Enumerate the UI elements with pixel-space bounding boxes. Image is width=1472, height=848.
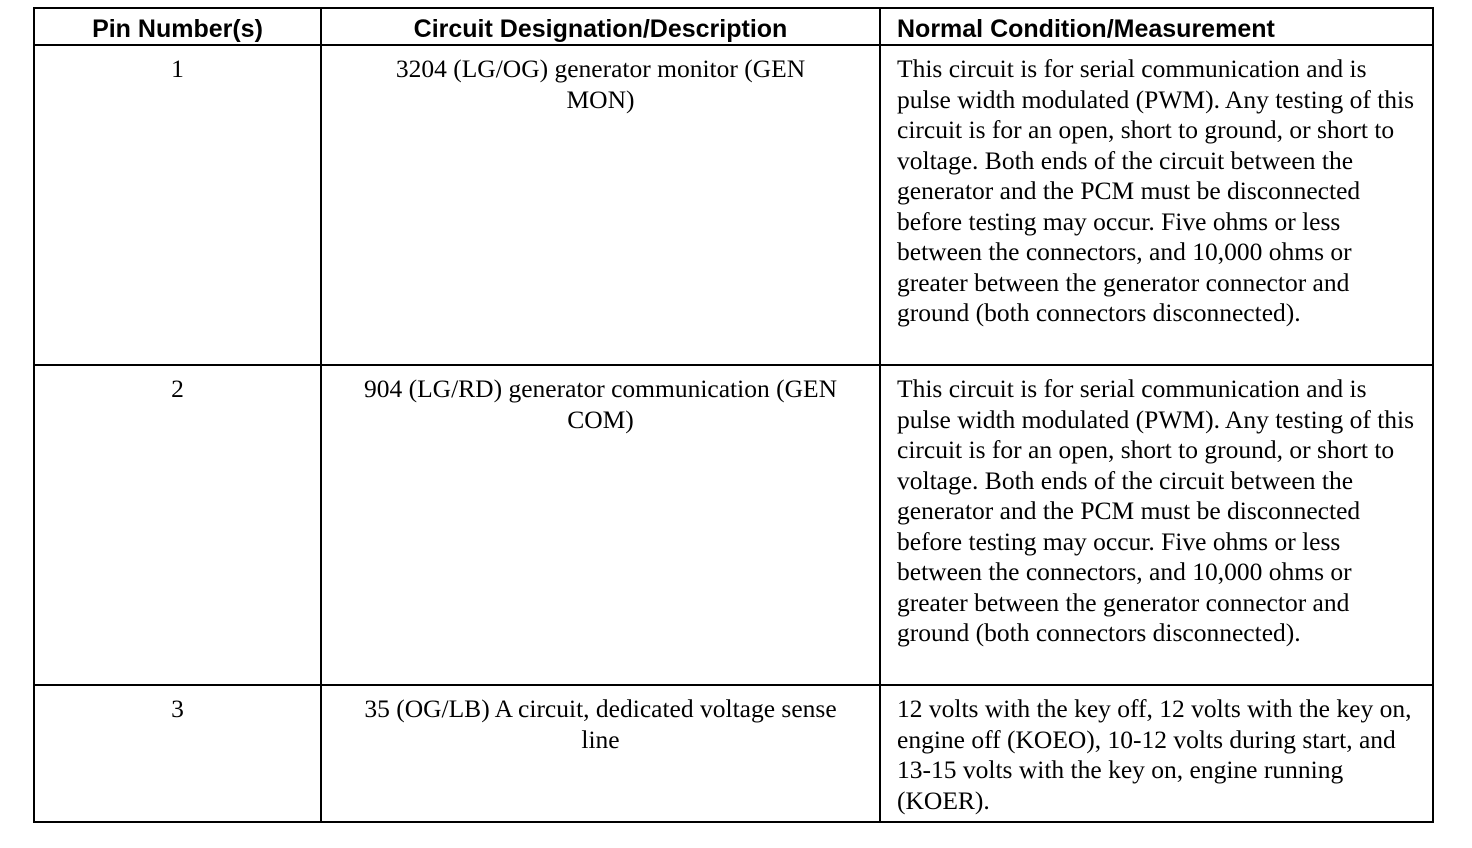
header-circuit-designation: Circuit Designation/Description [321,8,880,45]
pin-number-cell: 2 [34,365,321,685]
condition-measurement-cell: This circuit is for serial communication and is pulse width modulated (PWM). Any testing of this circuit is for an open, short to ground, or short to voltage. Both ends of the circuit between the generator and the PCM must be disconnected before testing may occur. Five ohms or less between the connectors, and 10,000 ohms or greater between the generator connector and ground (both connectors disconnected). [880,45,1433,365]
pin-number-cell: 3 [34,685,321,822]
header-pin-numbers: Pin Number(s) [34,8,321,45]
condition-measurement-cell: This circuit is for serial communication and is pulse width modulated (PWM). Any testing of this circuit is for an open, short to ground, or short to voltage. Both ends of the circuit between the generator and the PCM must be disconnected before testing may occur. Five ohms or less between the connectors, and 10,000 ohms or greater between the generator connector and ground (both connectors disconnected). [880,365,1433,685]
circuit-description-cell: 3204 (LG/OG) generator monitor (GEN MON) [321,45,880,365]
header-normal-condition: Normal Condition/Measurement [880,8,1433,45]
table-header-row [34,8,1433,45]
table-row [34,45,1433,365]
pin-circuit-table [33,7,1434,823]
table-row [34,365,1433,685]
pin-number-cell: 1 [34,45,321,365]
circuit-description-cell: 35 (OG/LB) A circuit, dedicated voltage sense line [321,685,880,822]
condition-measurement-cell: 12 volts with the key off, 12 volts with the key on, engine off (KOEO), 10-12 volts during start, and 13-15 volts with the key on, engine running (KOER). [880,685,1433,822]
table-row [34,685,1433,822]
circuit-description-cell: 904 (LG/RD) generator communication (GEN COM) [321,365,880,685]
